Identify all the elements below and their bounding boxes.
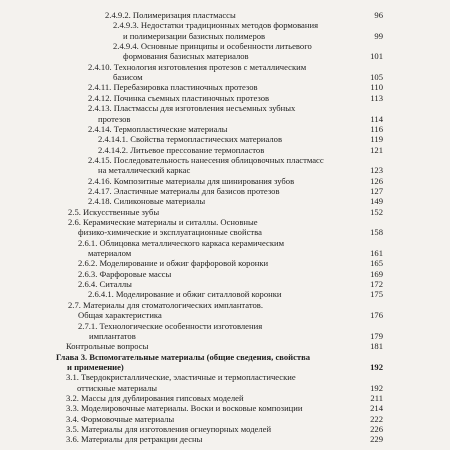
- toc-entry-title: 2.6. Керамические материалы и ситаллы. Основные: [68, 217, 258, 227]
- toc-entry-title: и применение): [67, 361, 124, 372]
- toc-entry-title: 3.3. Моделировочные материалы. Воски и восковые композиции: [66, 403, 303, 414]
- toc-entry-title: 2.4.14.1. Свойства термопластических материалов: [98, 134, 283, 145]
- toc-entry-title: Глава 3. Вспомогательные материалы (общие сведения, свойства: [56, 351, 311, 362]
- toc-entry-title: 2.4.13. Пластмассы для изготовления несъемных зубных: [88, 103, 296, 114]
- toc-entry-title: формования базисных материалов: [123, 51, 249, 62]
- toc-entry-page: 99: [374, 30, 383, 41]
- toc-entry-title: 2.4.18. Силиконовые материалы: [88, 196, 206, 207]
- toc-entry: [88, 124, 383, 134]
- toc-entry-page: 229: [370, 434, 383, 445]
- toc-entry-page: 149: [370, 196, 383, 207]
- toc-entry-page: 181: [370, 341, 383, 352]
- toc-entry: [66, 403, 383, 413]
- toc-entry: [66, 393, 383, 403]
- toc-entry: [123, 31, 383, 41]
- toc-entry-page: 176: [370, 310, 383, 321]
- toc-entry: [66, 341, 383, 351]
- toc-entry: [98, 145, 383, 155]
- toc-entry-page: 158: [370, 227, 383, 238]
- toc-entry: [98, 134, 383, 144]
- toc-entry-title: 2.7.1. Технологические особенности изготовления: [78, 320, 263, 331]
- toc-entry-title: 3.4. Формовочные материалы: [66, 413, 175, 424]
- toc-entry-page: 126: [370, 175, 383, 186]
- toc-entry-title: оттискные материалы: [77, 382, 158, 393]
- toc-entry: [66, 424, 383, 434]
- toc-entry: [78, 321, 383, 331]
- toc-entry-page: 105: [370, 72, 383, 83]
- toc-entry: [66, 434, 383, 444]
- toc-entry-page: 114: [370, 113, 383, 124]
- toc-entry-page: 165: [370, 258, 383, 269]
- toc-entry-title: 2.4.9.3. Недостатки традиционных методов формования: [113, 20, 319, 31]
- toc-entry: [67, 362, 383, 372]
- toc-entry-title: материалом: [88, 248, 132, 259]
- toc-entry-page: 175: [370, 289, 383, 300]
- toc-entry: [113, 20, 383, 30]
- toc-entry-title: 3.5. Материалы для изготовления огнеупорных моделей: [66, 424, 272, 434]
- toc-entry-title: 2.4.9.2. Полимеризация пластмассы: [105, 10, 236, 20]
- toc-entry-title: 2.6.2. Моделирование и обжиг фарфоровой коронки: [78, 258, 269, 269]
- toc-entry: [113, 41, 383, 51]
- toc-entry-title: 2.4.9.4. Основные принципы и особенности литьевого: [113, 41, 312, 52]
- toc-entry: [78, 227, 383, 237]
- toc-entry-page: 110: [370, 82, 383, 93]
- toc-entry-title: имплантатов: [89, 330, 136, 341]
- toc-entry-page: 116: [370, 123, 383, 134]
- toc-entry: [77, 383, 383, 393]
- toc-entry-page: 192: [370, 382, 383, 393]
- toc-entry-page: 214: [370, 403, 383, 414]
- toc-entry-title: 3.2. Массы для дублирования гипсовых моделей: [66, 392, 244, 403]
- toc-entry-title: на металлический каркас: [98, 165, 191, 176]
- toc-entry-title: 2.4.16. Композитные материалы для шинирования зубов: [88, 175, 295, 186]
- toc-entry-title: и полимеризации базисных полимеров: [123, 30, 266, 41]
- toc-entry-page: 101: [370, 51, 383, 62]
- toc-entry: [113, 72, 383, 82]
- toc-entry: [68, 300, 383, 310]
- toc-entry-title: 2.4.17. Эластичные материалы для базисов протезов: [88, 185, 280, 196]
- toc-entry: [105, 10, 383, 20]
- toc-entry-page: 96: [374, 10, 383, 20]
- toc-entry-page: 161: [370, 248, 383, 259]
- toc-entry: [98, 165, 383, 175]
- toc-entry: [88, 289, 383, 299]
- toc-entry-title: 2.6.4.1. Моделирование и обжиг ситалловой коронки: [88, 289, 282, 300]
- toc-entry: [88, 155, 383, 165]
- toc-entry-title: 2.6.4. Ситаллы: [78, 279, 132, 290]
- toc-entry-title: 2.4.15. Последовательность нанесения облицовочных пластмасс: [88, 154, 324, 165]
- toc-entry: [88, 103, 383, 113]
- toc-entry-title: 3.1. Твердокристаллические, эластичные и термопластические: [66, 372, 296, 383]
- toc-entry: [78, 238, 383, 248]
- toc-entry: [88, 176, 383, 186]
- toc-entry-page: 121: [370, 144, 383, 155]
- toc-entry-page: 179: [370, 330, 383, 341]
- toc-entry-page: 127: [370, 185, 383, 196]
- toc-entry: [78, 310, 383, 320]
- toc-entry-page: 152: [370, 206, 383, 217]
- toc-entry: [78, 258, 383, 268]
- toc-entry-title: 2.6.1. Облицовка металлического каркаса керамическим: [78, 237, 285, 248]
- toc-entry-title: Общая характеристика: [78, 310, 162, 321]
- toc-entry: [78, 279, 383, 289]
- toc-entry: [88, 186, 383, 196]
- toc-entry-title: 2.6.3. Фарфоровые массы: [78, 268, 172, 279]
- toc-entry-page: 211: [370, 392, 383, 403]
- toc-entry: [68, 217, 383, 227]
- toc-entry-title: Контрольные вопросы: [66, 341, 149, 352]
- toc-entry: [88, 196, 383, 206]
- toc-entry: [98, 114, 383, 124]
- toc-entry-page: 192: [370, 361, 383, 372]
- toc-entry: [88, 248, 383, 258]
- toc-entry: [88, 62, 383, 72]
- toc-entry: [89, 331, 383, 341]
- toc-entry-title: 2.4.14. Термопластические материалы: [88, 123, 228, 134]
- toc-entry-title: 2.4.11. Перебазировка пластиночных протезов: [88, 82, 258, 93]
- toc-entry-title: 2.4.12. Починка съемных пластиночных протезов: [88, 92, 270, 103]
- toc-entry-page: 169: [370, 268, 383, 279]
- toc-entry: [56, 352, 383, 362]
- toc-entry: [68, 207, 383, 217]
- toc-entry-page: 226: [370, 424, 383, 434]
- toc-entry-title: 2.7. Материалы для стоматологических имплантатов.: [68, 299, 264, 310]
- toc-entry-title: 3.6. Материалы для ретракции десны: [66, 434, 203, 445]
- toc-entry-page: 113: [370, 92, 383, 103]
- toc-entry: [78, 269, 383, 279]
- toc-entry-page: 119: [370, 134, 383, 145]
- toc-entry-title: 2.4.10. Технология изготовления протезов с металлическим: [88, 61, 307, 72]
- toc-entry-page: 172: [370, 279, 383, 290]
- toc-entry-page: 222: [370, 413, 383, 424]
- toc-entry-title: протезов: [98, 113, 131, 124]
- toc-entry: [66, 414, 383, 424]
- toc-entry-title: 2.5. Искусственные зубы: [68, 206, 160, 217]
- toc-entry-title: базисом: [113, 72, 143, 83]
- toc-entry-title: физико-химические и эксплуатационные свойства: [78, 227, 262, 238]
- toc-entry-title: 2.4.14.2. Литьевое прессование термопластов: [98, 144, 265, 155]
- toc-entry: [88, 93, 383, 103]
- toc-entry: [66, 372, 383, 382]
- toc-entry-page: 123: [370, 165, 383, 176]
- toc-entry: [88, 82, 383, 92]
- toc-entry: [123, 51, 383, 61]
